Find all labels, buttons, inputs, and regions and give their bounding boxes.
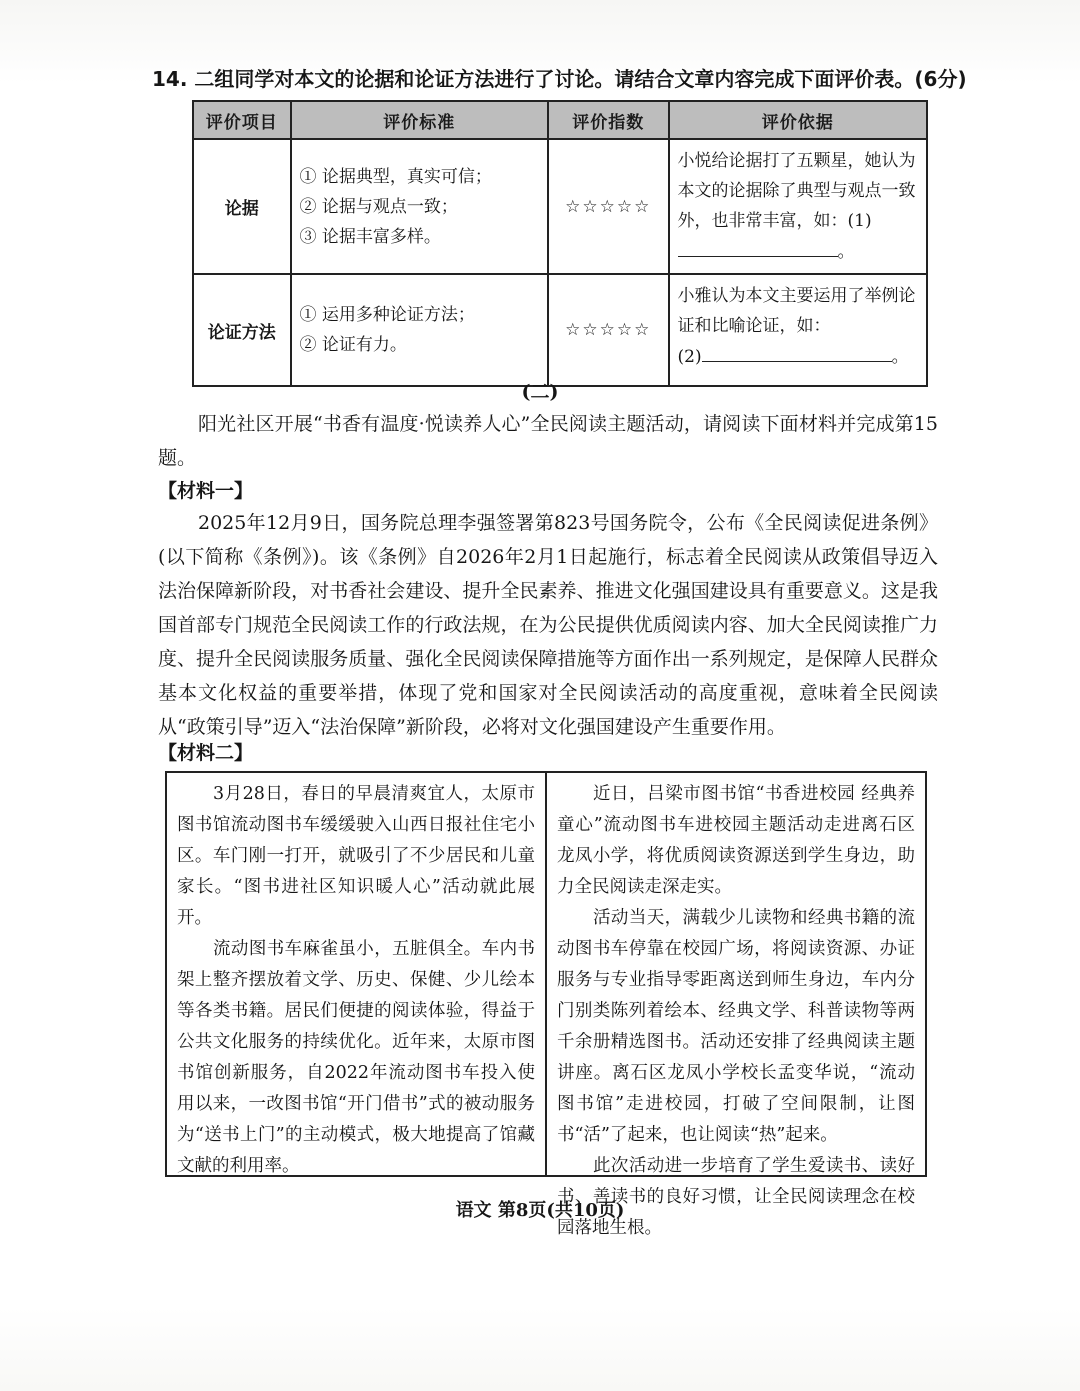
standard-line: ② 论证有力。 <box>299 335 407 355</box>
paragraph: 流动图书车麻雀虽小，五脏俱全。车内书架上整齐摆放着文学、历史、保健、少儿绘本等各类书籍。居民们便捷的阅读体验，得益于公共文化服务的持续优化。近年来，太原市图书馆创新服务，自2022年流动图书车投入使用以来，一改图书馆“开门借书”式的被动服务为“送书上门”的主动模式，极大地提高了馆藏文献的利用率。 <box>177 939 535 1176</box>
material-1-heading: 【材料一】 <box>158 480 254 502</box>
paragraph: 3月28日，春日的早晨清爽宜人，太原市图书馆流动图书车缓缓驶入山西日报社住宅小区。车门刚一打开，就吸引了不少居民和儿童家长。“图书进社区知识暖人心”活动就此展开。 <box>177 784 535 928</box>
blank-label: (2) <box>677 347 702 367</box>
section-intro: 阳光社区开展“书香有温度·悦读养人心”全民阅读主题活动，请阅读下面材料并完成第15题。 <box>158 413 938 469</box>
evaluation-table <box>192 100 928 387</box>
header-item: 评价项目 <box>193 101 291 139</box>
row-basis-evidence <box>669 139 928 274</box>
paragraph: 活动当天，满载少儿读物和经典书籍的流动图书车停靠在校园广场，将阅读资源、办证服务与专业指导零距离送到师生身边，车内分门别类陈列着绘本、经典文学、科普读物等两千余册精选图书。活动还安排了经典阅读主题讲座。离石区龙凤小学校长孟变华说，“流动图书馆”走进校园，打破了空间限制，让图书“活”了起来，也让阅读“热”起来。 <box>557 908 915 1145</box>
basis-text: 小悦给论据打了五颗星，她认为本文的论据除了典型与观点一致外，也非常丰富，如： <box>677 151 916 231</box>
material-2-left-column <box>167 773 545 1175</box>
basis-text: 小雅认为本文主要运用了举例论证和比喻论证，如： <box>677 286 916 336</box>
header-standard: 评价标准 <box>291 101 549 139</box>
standard-line: ③ 论据丰富多样。 <box>299 226 441 247</box>
blank-end: 。 <box>837 242 855 262</box>
row-standards-evidence <box>291 139 549 274</box>
page-footer: 语文 第8页(共10页) <box>455 1200 625 1221</box>
material-1-text: 2025年12月9日，国务院总理李强签署第823号国务院令，公布《全民阅读促进条例》(以下简称《条例》)。该《条例》自2026年2月1日起施行，标志着全民阅读从政策倡导迈入法治保障新阶段，对书香社会建设、提升全民素养、推进文化强国建设具有重要意义。这是我国首部专门规范全民阅读工作的行政法规，在为公民提供优质阅读内容、加大全民阅读推广力度、提升全民阅读服务质量、强化全民阅读保障措施等方面作出一系列规定，是保障人民群众基本文化权益的重要举措，体现了党和国家对全民阅读活动的高度重视，意味着全民阅读从“政策引导”迈入“法治保障”新阶段，必将对文化强国建设产生重要作用。 <box>158 512 938 738</box>
row-standards-method <box>291 274 549 386</box>
star-rating-evidence: ☆☆☆☆☆ <box>548 139 668 274</box>
star-rating-method: ☆☆☆☆☆ <box>548 274 668 386</box>
section-number: (二) <box>521 381 559 403</box>
table-row <box>193 139 927 274</box>
answer-blank-1[interactable] <box>678 236 838 257</box>
table-row <box>193 274 927 386</box>
standard-line: ① 运用多种论证方法； <box>299 305 475 325</box>
header-index: 评价指数 <box>548 101 668 139</box>
blank-label: (1) <box>847 211 872 231</box>
paragraph: 此次活动进一步培育了学生爱读书、读好书、善读书的良好习惯，让全民阅读理念在校园落地生根。 <box>557 1156 915 1238</box>
standard-line: ② 论据与观点一致； <box>299 196 458 217</box>
row-basis-method <box>669 274 928 386</box>
row-item-method: 论证方法 <box>193 274 291 386</box>
question-14-title: 14. 二组同学对本文的论据和论证方法进行了讨论。请结合文章内容完成下面评价表。(6分) <box>152 67 967 91</box>
blank-end: 。 <box>891 347 909 367</box>
material-2-heading: 【材料二】 <box>158 742 254 764</box>
paragraph: 近日，吕梁市图书馆“书香进校园 经典养童心”流动图书车进校园主题活动走进离石区龙凤小学，将优质阅读资源送到学生身边，助力全民阅读走深走实。 <box>557 784 915 897</box>
table-header-row <box>193 101 927 139</box>
material-2-right-column <box>545 773 925 1238</box>
answer-blank-2[interactable] <box>702 341 892 362</box>
header-basis: 评价依据 <box>669 101 928 139</box>
standard-line: ① 论据典型，真实可信； <box>299 166 492 187</box>
row-item-evidence: 论据 <box>193 139 291 274</box>
